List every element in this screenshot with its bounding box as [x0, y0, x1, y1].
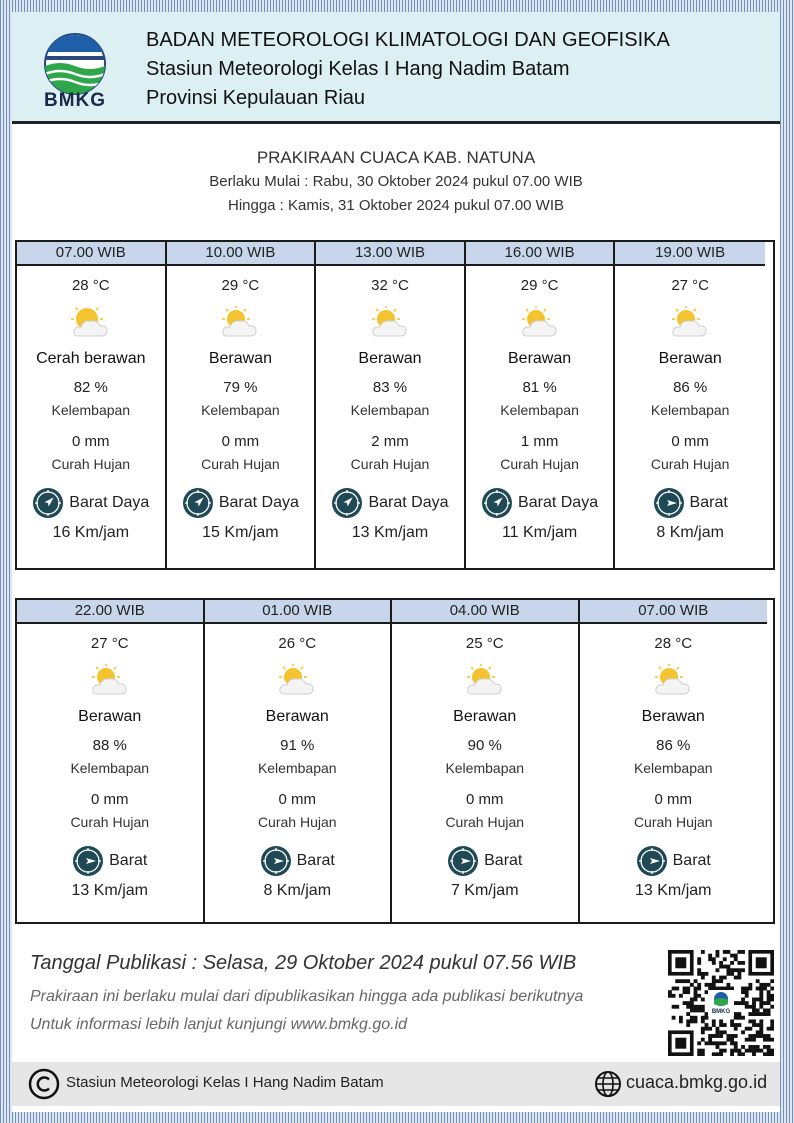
weather-condition: Berawan [453, 708, 517, 725]
humidity-label: Kelembapan [201, 402, 280, 418]
wind-speed: 13 Km/jam [71, 882, 148, 899]
wind-direction-icon [32, 487, 64, 519]
cloud-icon [219, 306, 261, 340]
qr-code[interactable] [668, 950, 774, 1056]
rainfall-value: 0 mm [72, 433, 110, 450]
weather-condition: Cerah berawan [36, 350, 146, 367]
header [12, 12, 780, 124]
humidity-label: Kelembapan [650, 402, 730, 418]
station-name: Stasiun Meteorologi Kelas I Hang Nadim Batam [146, 58, 570, 80]
validity-note: Prakiraan ini berlaku mulai dari dipublikasikan hingga ada publikasi berikutnya [30, 988, 584, 1005]
humidity-label: Kelembapan [70, 760, 150, 776]
wind-direction-label: Barat Daya [218, 494, 299, 511]
forecast-time: 07.00 WIB [580, 600, 768, 624]
rainfall-label: Curah Hujan [633, 814, 713, 830]
weather-condition: Berawan [658, 350, 722, 367]
forecast-column [392, 600, 580, 922]
humidity-value: 83 % [372, 379, 408, 396]
humidity-value: 81 % [522, 379, 557, 396]
cloud-icon [276, 664, 318, 698]
wind-speed: 8 Km/jam [656, 524, 724, 541]
forecast-title: PRAKIRAAN CUACA KAB. NATUNA [256, 148, 536, 167]
wind-speed: 13 Km/jam [351, 524, 429, 541]
wind-direction-icon [447, 845, 479, 877]
rainfall-label: Curah Hujan [500, 456, 579, 472]
rainfall-label: Curah Hujan [51, 456, 131, 472]
temperature: 25 °C [465, 635, 504, 652]
wind-direction-label: Barat [672, 852, 711, 869]
forecast-column [17, 600, 205, 922]
info-note: Untuk informasi lebih lanjut kunjungi www.bmkg.go.id [30, 1016, 408, 1033]
wind-direction-icon [653, 487, 685, 519]
temperature: 28 °C [71, 277, 110, 294]
humidity-label: Kelembapan [633, 760, 713, 776]
weather-condition: Berawan [78, 708, 142, 725]
rainfall-value: 0 mm [671, 433, 709, 450]
forecast-column [466, 242, 616, 568]
cloud-icon [669, 306, 711, 340]
wind-direction [466, 486, 614, 520]
forecast-time: 19.00 WIB [615, 242, 765, 266]
wind-direction-label: Barat [109, 852, 148, 869]
wind-direction-label: Barat [296, 852, 335, 869]
wind-direction-icon [331, 487, 363, 519]
wind-speed: 7 Km/jam [450, 882, 519, 899]
rainfall-value: 0 mm [278, 791, 316, 808]
wind-speed: 8 Km/jam [263, 882, 332, 899]
forecast-time: 07.00 WIB [17, 242, 165, 266]
publication-date: Tanggal Publikasi : Selasa, 29 Oktober 2024 pukul 07.56 WIB [30, 952, 577, 974]
weather-condition: Berawan [641, 708, 705, 725]
cloud-icon [464, 664, 506, 698]
valid-from: Berlaku Mulai : Rabu, 30 Oktober 2024 pukul 07.00 WIB [209, 173, 583, 190]
wind-direction [392, 844, 578, 878]
wind-direction-label: Barat Daya [518, 494, 599, 511]
temperature: 32 °C [371, 277, 409, 294]
rainfall-value: 0 mm [221, 433, 260, 450]
forecast-table-2 [15, 598, 775, 924]
rainfall-value: 0 mm [654, 791, 692, 808]
rainfall-label: Curah Hujan [70, 814, 150, 830]
forecast-time: 04.00 WIB [392, 600, 578, 624]
humidity-value: 88 % [92, 737, 127, 754]
wind-direction [167, 486, 315, 520]
wind-speed: 13 Km/jam [635, 882, 712, 899]
rainfall-label: Curah Hujan [257, 814, 337, 830]
wind-direction [615, 486, 765, 520]
wind-direction [17, 844, 203, 878]
temperature: 29 °C [221, 277, 260, 294]
temperature: 27 °C [90, 635, 129, 652]
rainfall-value: 0 mm [91, 791, 129, 808]
wind-direction-icon [481, 487, 513, 519]
forecast-column [615, 242, 765, 568]
forecast-column [205, 600, 393, 922]
wind-direction [316, 486, 464, 520]
forecast-column [580, 600, 768, 922]
province-name: Provinsi Kepulauan Riau [146, 87, 366, 109]
forecast-page [12, 12, 780, 1112]
temperature: 26 °C [278, 635, 317, 652]
weather-condition: Berawan [508, 350, 572, 367]
wind-speed: 11 Km/jam [501, 524, 578, 541]
rainfall-value: 2 mm [371, 433, 409, 450]
weather-condition: Berawan [358, 350, 422, 367]
wind-speed: 16 Km/jam [52, 524, 130, 541]
title-block [12, 146, 780, 218]
sun-cloud-icon [70, 306, 112, 340]
globe-icon [594, 1070, 622, 1098]
rainfall-label: Curah Hujan [445, 814, 525, 830]
forecast-time: 13.00 WIB [316, 242, 464, 266]
humidity-value: 82 % [73, 379, 108, 396]
humidity-value: 90 % [467, 737, 502, 754]
humidity-value: 91 % [280, 737, 315, 754]
temperature: 28 °C [654, 635, 693, 652]
footer [12, 1062, 780, 1106]
agency-name: BADAN METEOROLOGI KLIMATOLOGI DAN GEOFISIKA [146, 29, 670, 51]
rainfall-value: 1 mm [520, 433, 559, 450]
humidity-value: 79 % [223, 379, 258, 396]
wind-direction-icon [72, 845, 104, 877]
humidity-label: Kelembapan [51, 402, 131, 418]
wind-direction [205, 844, 391, 878]
forecast-table-1 [15, 240, 775, 570]
cloud-icon [519, 306, 561, 340]
qr-logo-text: BMKG [711, 1009, 731, 1015]
footer-site-link[interactable]: cuaca.bmkg.go.id [626, 1072, 768, 1092]
humidity-label: Kelembapan [350, 402, 430, 418]
humidity-label: Kelembapan [257, 760, 337, 776]
wind-direction-label: Barat [484, 852, 523, 869]
forecast-column [167, 242, 317, 568]
wind-direction-icon [260, 845, 292, 877]
footer-station: Stasiun Meteorologi Kelas I Hang Nadim Batam [66, 1074, 384, 1091]
humidity-value: 86 % [673, 379, 708, 396]
humidity-label: Kelembapan [500, 402, 579, 418]
forecast-time: 01.00 WIB [205, 600, 391, 624]
wind-direction-icon [636, 845, 668, 877]
rainfall-label: Curah Hujan [650, 456, 730, 472]
forecast-time: 16.00 WIB [466, 242, 614, 266]
weather-condition: Berawan [265, 708, 329, 725]
cloud-icon [652, 664, 694, 698]
humidity-value: 86 % [656, 737, 691, 754]
wind-direction [580, 844, 768, 878]
rainfall-value: 0 mm [466, 791, 504, 808]
copyright-icon [28, 1068, 60, 1100]
weather-condition: Berawan [208, 350, 272, 367]
forecast-time: 22.00 WIB [17, 600, 203, 624]
temperature: 29 °C [520, 277, 559, 294]
rainfall-label: Curah Hujan [201, 456, 280, 472]
forecast-column [17, 242, 167, 568]
rainfall-label: Curah Hujan [350, 456, 430, 472]
wind-direction [17, 486, 165, 520]
logo-text: BMKG [43, 90, 107, 111]
cloud-icon [369, 306, 411, 340]
wind-direction-label: Barat [689, 494, 728, 511]
forecast-column [316, 242, 466, 568]
forecast-time: 10.00 WIB [167, 242, 315, 266]
wind-direction-icon [182, 487, 214, 519]
cloud-icon [89, 664, 131, 698]
temperature: 27 °C [671, 277, 710, 294]
wind-speed: 15 Km/jam [202, 524, 279, 541]
wind-direction-label: Barat Daya [69, 494, 150, 511]
valid-to: Hingga : Kamis, 31 Oktober 2024 pukul 07.00 WIB [227, 197, 565, 214]
humidity-label: Kelembapan [445, 760, 525, 776]
wind-direction-label: Barat Daya [368, 494, 449, 511]
